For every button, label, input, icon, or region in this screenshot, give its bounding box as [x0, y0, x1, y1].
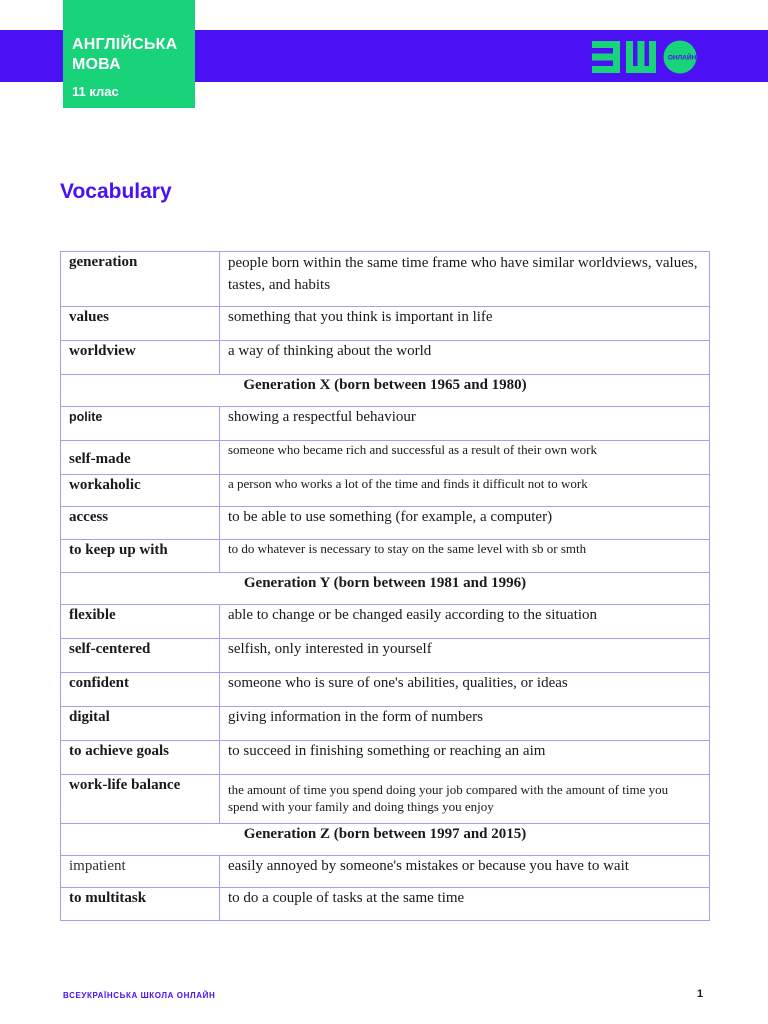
table-row — [61, 307, 710, 341]
table-row — [61, 341, 710, 375]
table-row — [61, 540, 710, 573]
table-row — [61, 507, 710, 540]
vocab-term: impatient — [61, 856, 220, 888]
vocab-definition: someone who is sure of one's abilities, qualities, or ideas — [220, 673, 710, 707]
zno-logo — [590, 40, 720, 74]
vocab-definition: the amount of time you spend doing your job compared with the amount of time you spend with your family and doing things you enjoy — [220, 775, 710, 824]
vocab-definition: to do a couple of tasks at the same time — [220, 888, 710, 921]
vocab-definition: something that you think is important in life — [220, 307, 710, 341]
section-heading-gen-z: Generation Z (born between 1997 and 2015) — [61, 824, 710, 856]
table-row — [61, 707, 710, 741]
table-row — [61, 673, 710, 707]
page-number: 1 — [697, 988, 704, 1000]
subject-title-line2: МОВА — [72, 56, 121, 73]
subject-title — [72, 35, 194, 75]
vocab-definition: a person who works a lot of the time and finds it difficult not to work — [220, 475, 710, 507]
vocab-term: confident — [61, 673, 220, 707]
vocab-term: values — [61, 307, 220, 341]
table-row — [61, 856, 710, 888]
vocabulary-table — [60, 251, 710, 921]
vocab-term: to multitask — [61, 888, 220, 921]
vocab-term: flexible — [61, 605, 220, 639]
vocab-term: work-life balance — [61, 775, 220, 824]
vocab-term: self-centered — [61, 639, 220, 673]
vocab-definition: to do whatever is necessary to stay on the same level with sb or smth — [220, 540, 710, 573]
vocab-term: worldview — [61, 341, 220, 375]
vocab-definition: someone who became rich and successful as a result of their own work — [220, 441, 710, 475]
table-row — [61, 741, 710, 775]
subject-title-line1: АНГЛІЙСЬКА — [72, 36, 178, 53]
vocab-definition: easily annoyed by someone's mistakes or because you have to wait — [220, 856, 710, 888]
vocab-definition: selfish, only interested in yourself — [220, 639, 710, 673]
section-row — [61, 824, 710, 856]
vocab-definition: people born within the same time frame who have similar worldviews, values, tastes, and habits — [220, 252, 710, 307]
grade-label: 11 клас — [72, 84, 119, 99]
vocab-definition: able to change or be changed easily according to the situation — [220, 605, 710, 639]
logo-badge-text: ОНЛАЙН — [667, 54, 697, 62]
page-title: Vocabulary — [60, 180, 172, 203]
subject-badge — [63, 0, 195, 108]
vocab-term: self-made — [61, 441, 220, 475]
table-row — [61, 475, 710, 507]
vocab-term: workaholic — [61, 475, 220, 507]
section-row — [61, 375, 710, 407]
footer-school-name: ВСЕУКРАЇНСЬКА ШКОЛА ОНЛАЙН — [63, 991, 216, 1000]
vocab-definition: to succeed in finishing something or reaching an aim — [220, 741, 710, 775]
vocab-term: access — [61, 507, 220, 540]
table-row — [61, 407, 710, 441]
table-row — [61, 441, 710, 475]
vocab-definition: showing a respectful behaviour — [220, 407, 710, 441]
section-heading-gen-x: Generation X (born between 1965 and 1980) — [61, 375, 710, 407]
vocab-term: digital — [61, 707, 220, 741]
table-row — [61, 605, 710, 639]
vocab-term: polite — [61, 407, 220, 441]
vocab-definition: to be able to use something (for example, a computer) — [220, 507, 710, 540]
section-row — [61, 573, 710, 605]
vocab-definition: a way of thinking about the world — [220, 341, 710, 375]
vocab-term: to keep up with — [61, 540, 220, 573]
section-heading-gen-y: Generation Y (born between 1981 and 1996) — [61, 573, 710, 605]
vocab-term: to achieve goals — [61, 741, 220, 775]
table-row — [61, 252, 710, 307]
table-row — [61, 888, 710, 921]
table-row — [61, 775, 710, 824]
table-row — [61, 639, 710, 673]
vocab-term: generation — [61, 252, 220, 307]
vocab-definition: giving information in the form of numbers — [220, 707, 710, 741]
